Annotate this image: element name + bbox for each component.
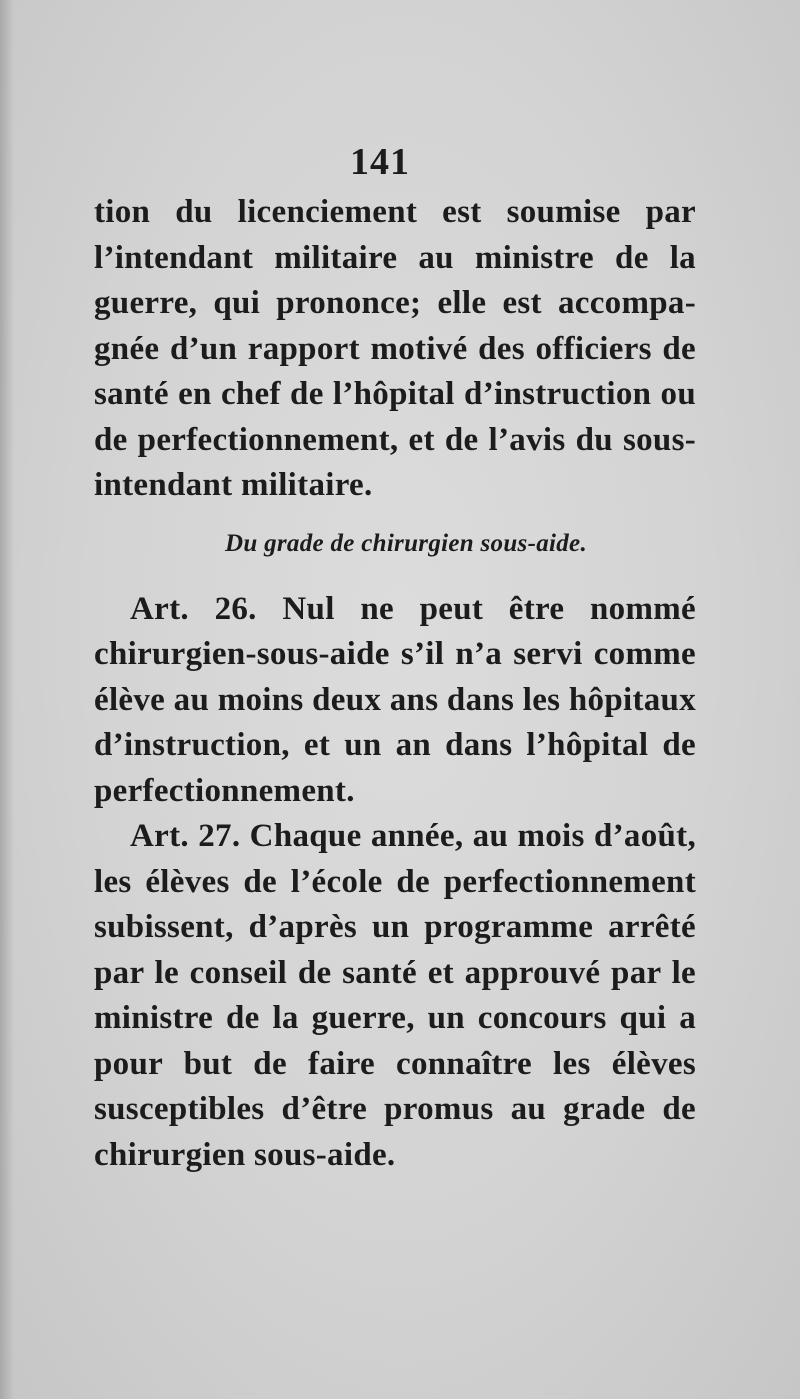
page-edge-shadow [0, 0, 14, 1399]
text-line: santé en chef de l’hôpital d’instruction ou [94, 376, 696, 412]
text-line: intendant militaire. [94, 467, 373, 503]
text-line: subissent, d’après un programme arrêté [94, 909, 696, 945]
paragraph-licenciement [94, 190, 696, 509]
text-line: pour but de faire connaître les élèves [94, 1045, 696, 1082]
article-27 [94, 814, 696, 1178]
article-26 [94, 587, 696, 815]
text-line: l’intendant militaire au ministre de la [94, 239, 696, 276]
page-number: 141 [350, 141, 410, 183]
text-line: élève au moins deux ans dans les hôpitaux [94, 681, 696, 718]
page-body [94, 190, 696, 1178]
section-heading: Du grade de chirurgien sous-aide. [224, 529, 587, 557]
text-line: les élèves de l’école de perfectionnement [94, 863, 696, 900]
text-line: chirurgien-sous-aide s’il n’a servi comme [94, 636, 696, 672]
text-line: Art. 26. Nul ne peut être nommé [130, 590, 696, 627]
text-line: chirurgien sous-aide. [94, 1136, 396, 1173]
text-line: d’instruction, et un an dans l’hôpital de [94, 727, 696, 763]
text-line: susceptibles d’être promus au grade de [94, 1091, 696, 1127]
text-line: par le conseil de santé et approuvé par le [94, 954, 696, 991]
text-line: tion du licenciement est soumise par [94, 194, 696, 230]
text-line: ministre de la guerre, un concours qui a [94, 1000, 696, 1036]
text-line: guerre, qui prononce; elle est accompa- [94, 285, 696, 321]
text-line: perfectionnement. [94, 772, 355, 809]
text-line: Art. 27. Chaque année, au mois d’août, [130, 818, 696, 854]
text-line: gnée d’un rapport motivé des officiers de [94, 330, 696, 367]
text-line: de perfectionnement, et de l’avis du sous- [94, 421, 696, 458]
